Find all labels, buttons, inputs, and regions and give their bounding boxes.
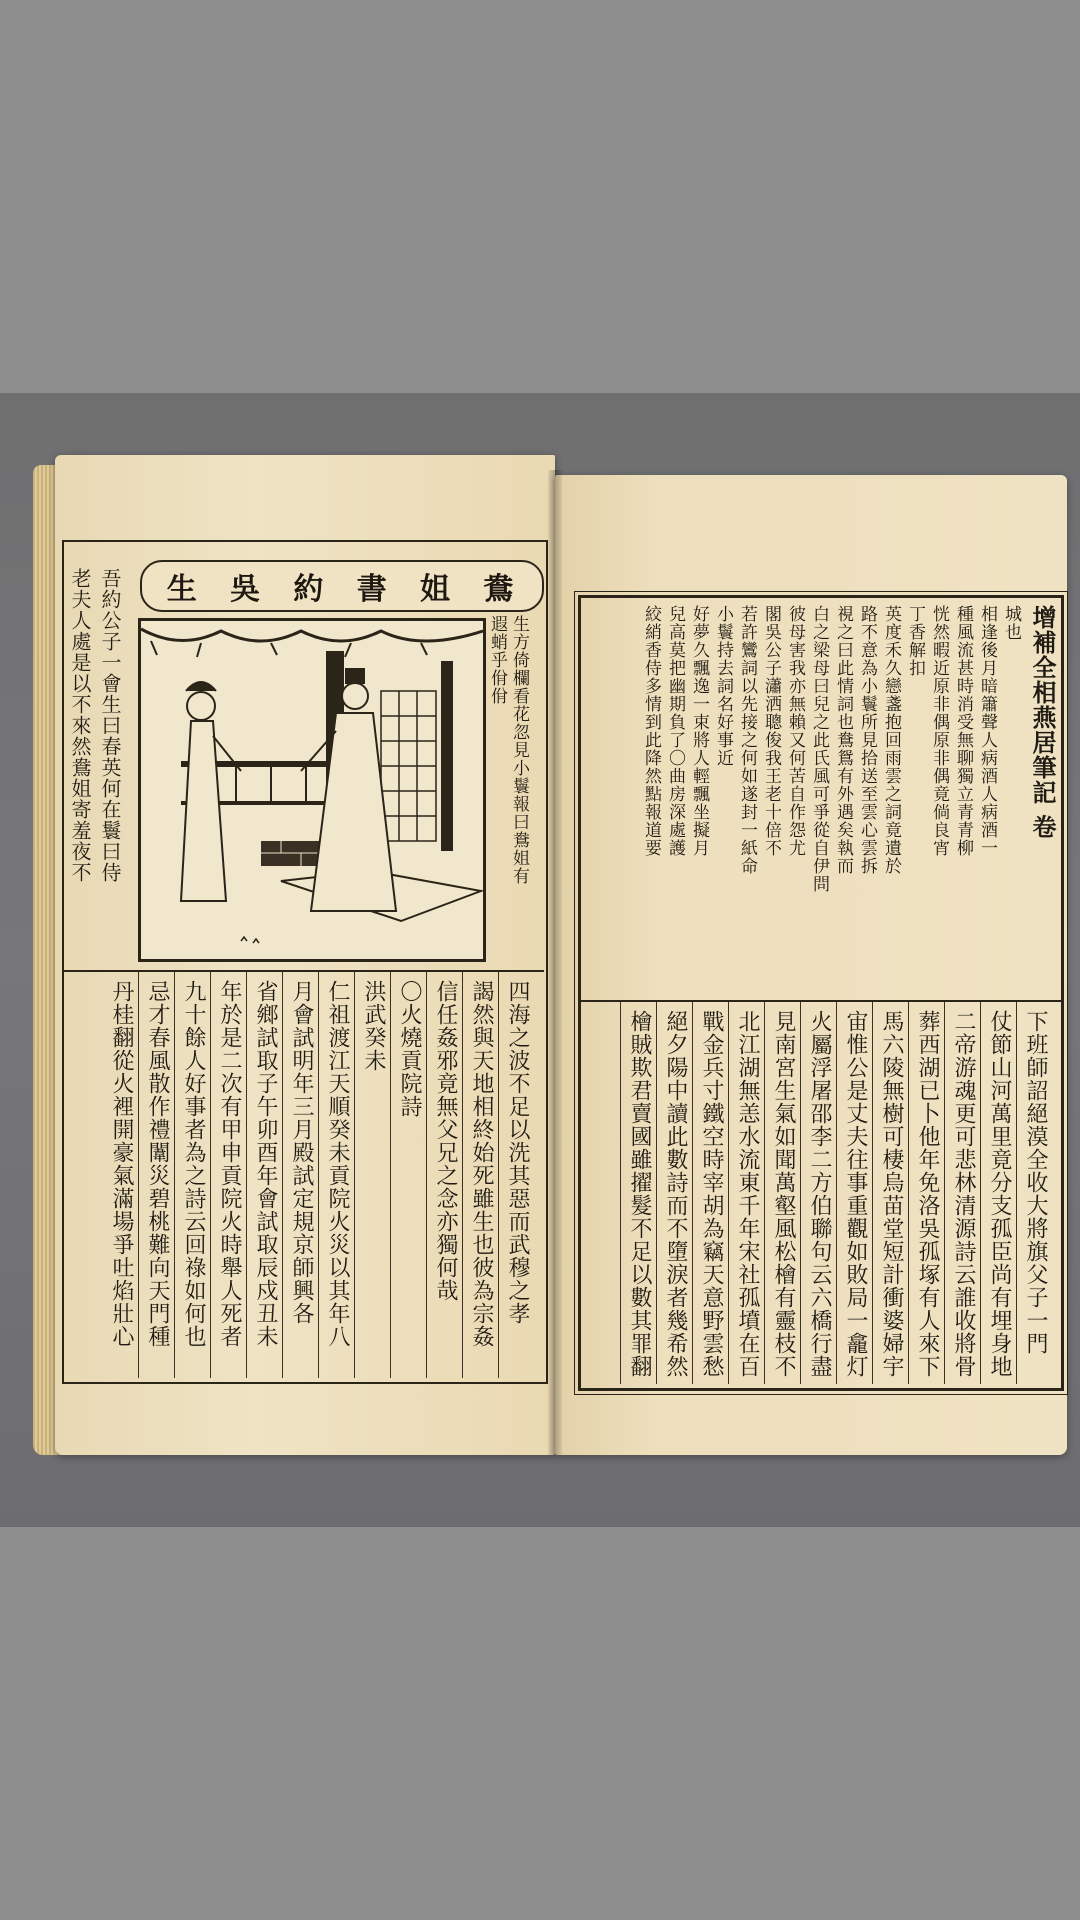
right-lower-col-6: 火屬浮屠邵李二方伯聯句云六橋行盡	[807, 1010, 832, 1378]
right-upper-col-8: 白之梁母曰兒之此氏風可爭從自伊問	[809, 605, 829, 893]
right-lower-col-9: 戰金兵寸鐵空時宰胡為竊天意野雲愁	[699, 1010, 724, 1378]
right-upper-col-2: 種風流甚時消受無聊獨立青青柳	[953, 605, 973, 857]
right-upper-col-15: 絞綃香侍多情到此降然點報道要	[641, 605, 661, 857]
title-char: 書	[356, 572, 387, 607]
right-upper-col-10: 閣吳公子瀟洒聰俊我王老十倍不	[761, 605, 781, 857]
female-figure	[181, 682, 241, 901]
right-upper-col-6: 路不意為小鬟所見拾送至雲心雲拆	[857, 605, 877, 875]
left-lower-col-9: 九十餘人好事者為之詩云回祿如何也	[181, 980, 206, 1348]
side-column-2: 老夫人處是以不來然鴦姐寄羞夜不	[68, 568, 92, 883]
woodblock-illustration	[138, 618, 486, 962]
right-upper-col-3: 恍然暇近原非偶原非偶竟倘良宵	[929, 605, 949, 857]
left-lower-col-8: 年於是二次有甲申貢院火時舉人死者	[217, 980, 242, 1348]
title-char: 姐	[420, 572, 451, 607]
title-char: 鴦	[483, 572, 514, 607]
left-lower-col-7: 省鄉試取子午卯酉年會試取辰戍丑未	[253, 980, 278, 1348]
right-lower-col-10: 絕夕陽中讀此數詩而不墮淚者幾希然	[663, 1010, 688, 1378]
right-upper-col-1: 相逢後月暗簫聲人病酒人病酒一	[977, 605, 997, 857]
right-page-header: 增補全相燕居筆記 卷	[1028, 605, 1057, 840]
right-lower-col-5: 宙惟公是丈夫往事重觀如敗局一龕灯	[843, 1010, 868, 1378]
left-lower-col-1: 謁然與天地相終始死雖生也彼為宗姦	[469, 980, 494, 1348]
right-lower-col-11: 檜賊欺君賣國雖擢髮不足以數其罪翻	[627, 1010, 652, 1378]
title-char: 生	[166, 572, 197, 607]
left-lower-col-6: 月會試明年三月殿試定規京師興各	[289, 980, 314, 1325]
right-lower-col-0: 下班師詔絕漠全收大將旗父子一門	[1023, 1010, 1048, 1355]
illustration-side-text-2: 遐蛸乎佾佾	[487, 615, 507, 705]
right-upper-col-5: 英度禾久戀盞抱回雨雲之詞竟遺於	[881, 605, 901, 875]
left-page-divider	[62, 970, 544, 972]
side-column-1: 吾約公子一會生曰春英何在鬟曰侍	[98, 568, 122, 883]
book-gutter	[548, 470, 562, 1455]
left-lower-col-3: 〇火燒貢院詩	[397, 980, 422, 1118]
left-lower-col-11: 丹桂翻從火裡開豪氣滿場爭吐焰壯心	[109, 980, 134, 1348]
right-upper-col-11: 若許鸞詞以先接之何如遂封一紙命	[737, 605, 757, 875]
right-upper-col-0: 城也	[1001, 605, 1021, 641]
illustration-title	[150, 566, 530, 606]
right-upper-col-14: 兒高莫把幽期負了〇曲房深處護	[665, 605, 685, 857]
left-lower-col-10: 忌才春風散作禮闈災碧桃難向天門種	[145, 980, 170, 1348]
right-upper-col-13: 好夢久飄逸一束將人輕飄坐擬月	[689, 605, 709, 857]
title-char: 約	[293, 572, 324, 607]
right-lower-col-8: 北江湖無恙水流東千年宋社孤墳在百	[735, 1010, 760, 1378]
right-lower-col-2: 二帝游魂更可悲林清源詩云誰收將骨	[951, 1010, 976, 1378]
left-lower-col-5: 仁祖渡江天順癸未貢院火災以其年八	[325, 980, 350, 1348]
right-page-divider	[578, 1000, 1064, 1002]
illustration-side-text-1: 生方倚欄看花忽見小鬟報曰鴦姐有	[509, 615, 529, 885]
left-lower-col-2: 信任姦邪竟無父兄之念亦獨何哉	[433, 980, 458, 1302]
right-lower-col-7: 見南宮生氣如聞萬壑風松檜有靈枝不	[771, 1010, 796, 1378]
right-lower-col-1: 仗節山河萬里竟分支孤臣尚有埋身地	[987, 1010, 1012, 1378]
right-lower-col-4: 馬六陵無樹可棲烏苗堂短計衝婆婦宇	[879, 1010, 904, 1378]
left-lower-col-0: 四海之波不足以洗其惡而武穆之孝	[505, 980, 530, 1325]
title-char: 吳	[230, 572, 261, 607]
right-upper-col-7: 視之曰此情詞也鴦鴛有外遇矣執而	[833, 605, 853, 875]
illustration-drawing	[141, 621, 483, 959]
right-upper-col-12: 小鬟持去詞名好事近	[713, 605, 733, 767]
left-lower-col-4: 洪武癸未	[361, 980, 386, 1072]
right-upper-col-9: 彼母害我亦無賴又何苦自作怨尤	[785, 605, 805, 857]
right-upper-col-4: 丁香解扣	[905, 605, 925, 677]
right-lower-col-3: 葬西湖已卜他年免洛吳孤塚有人來下	[915, 1010, 940, 1378]
